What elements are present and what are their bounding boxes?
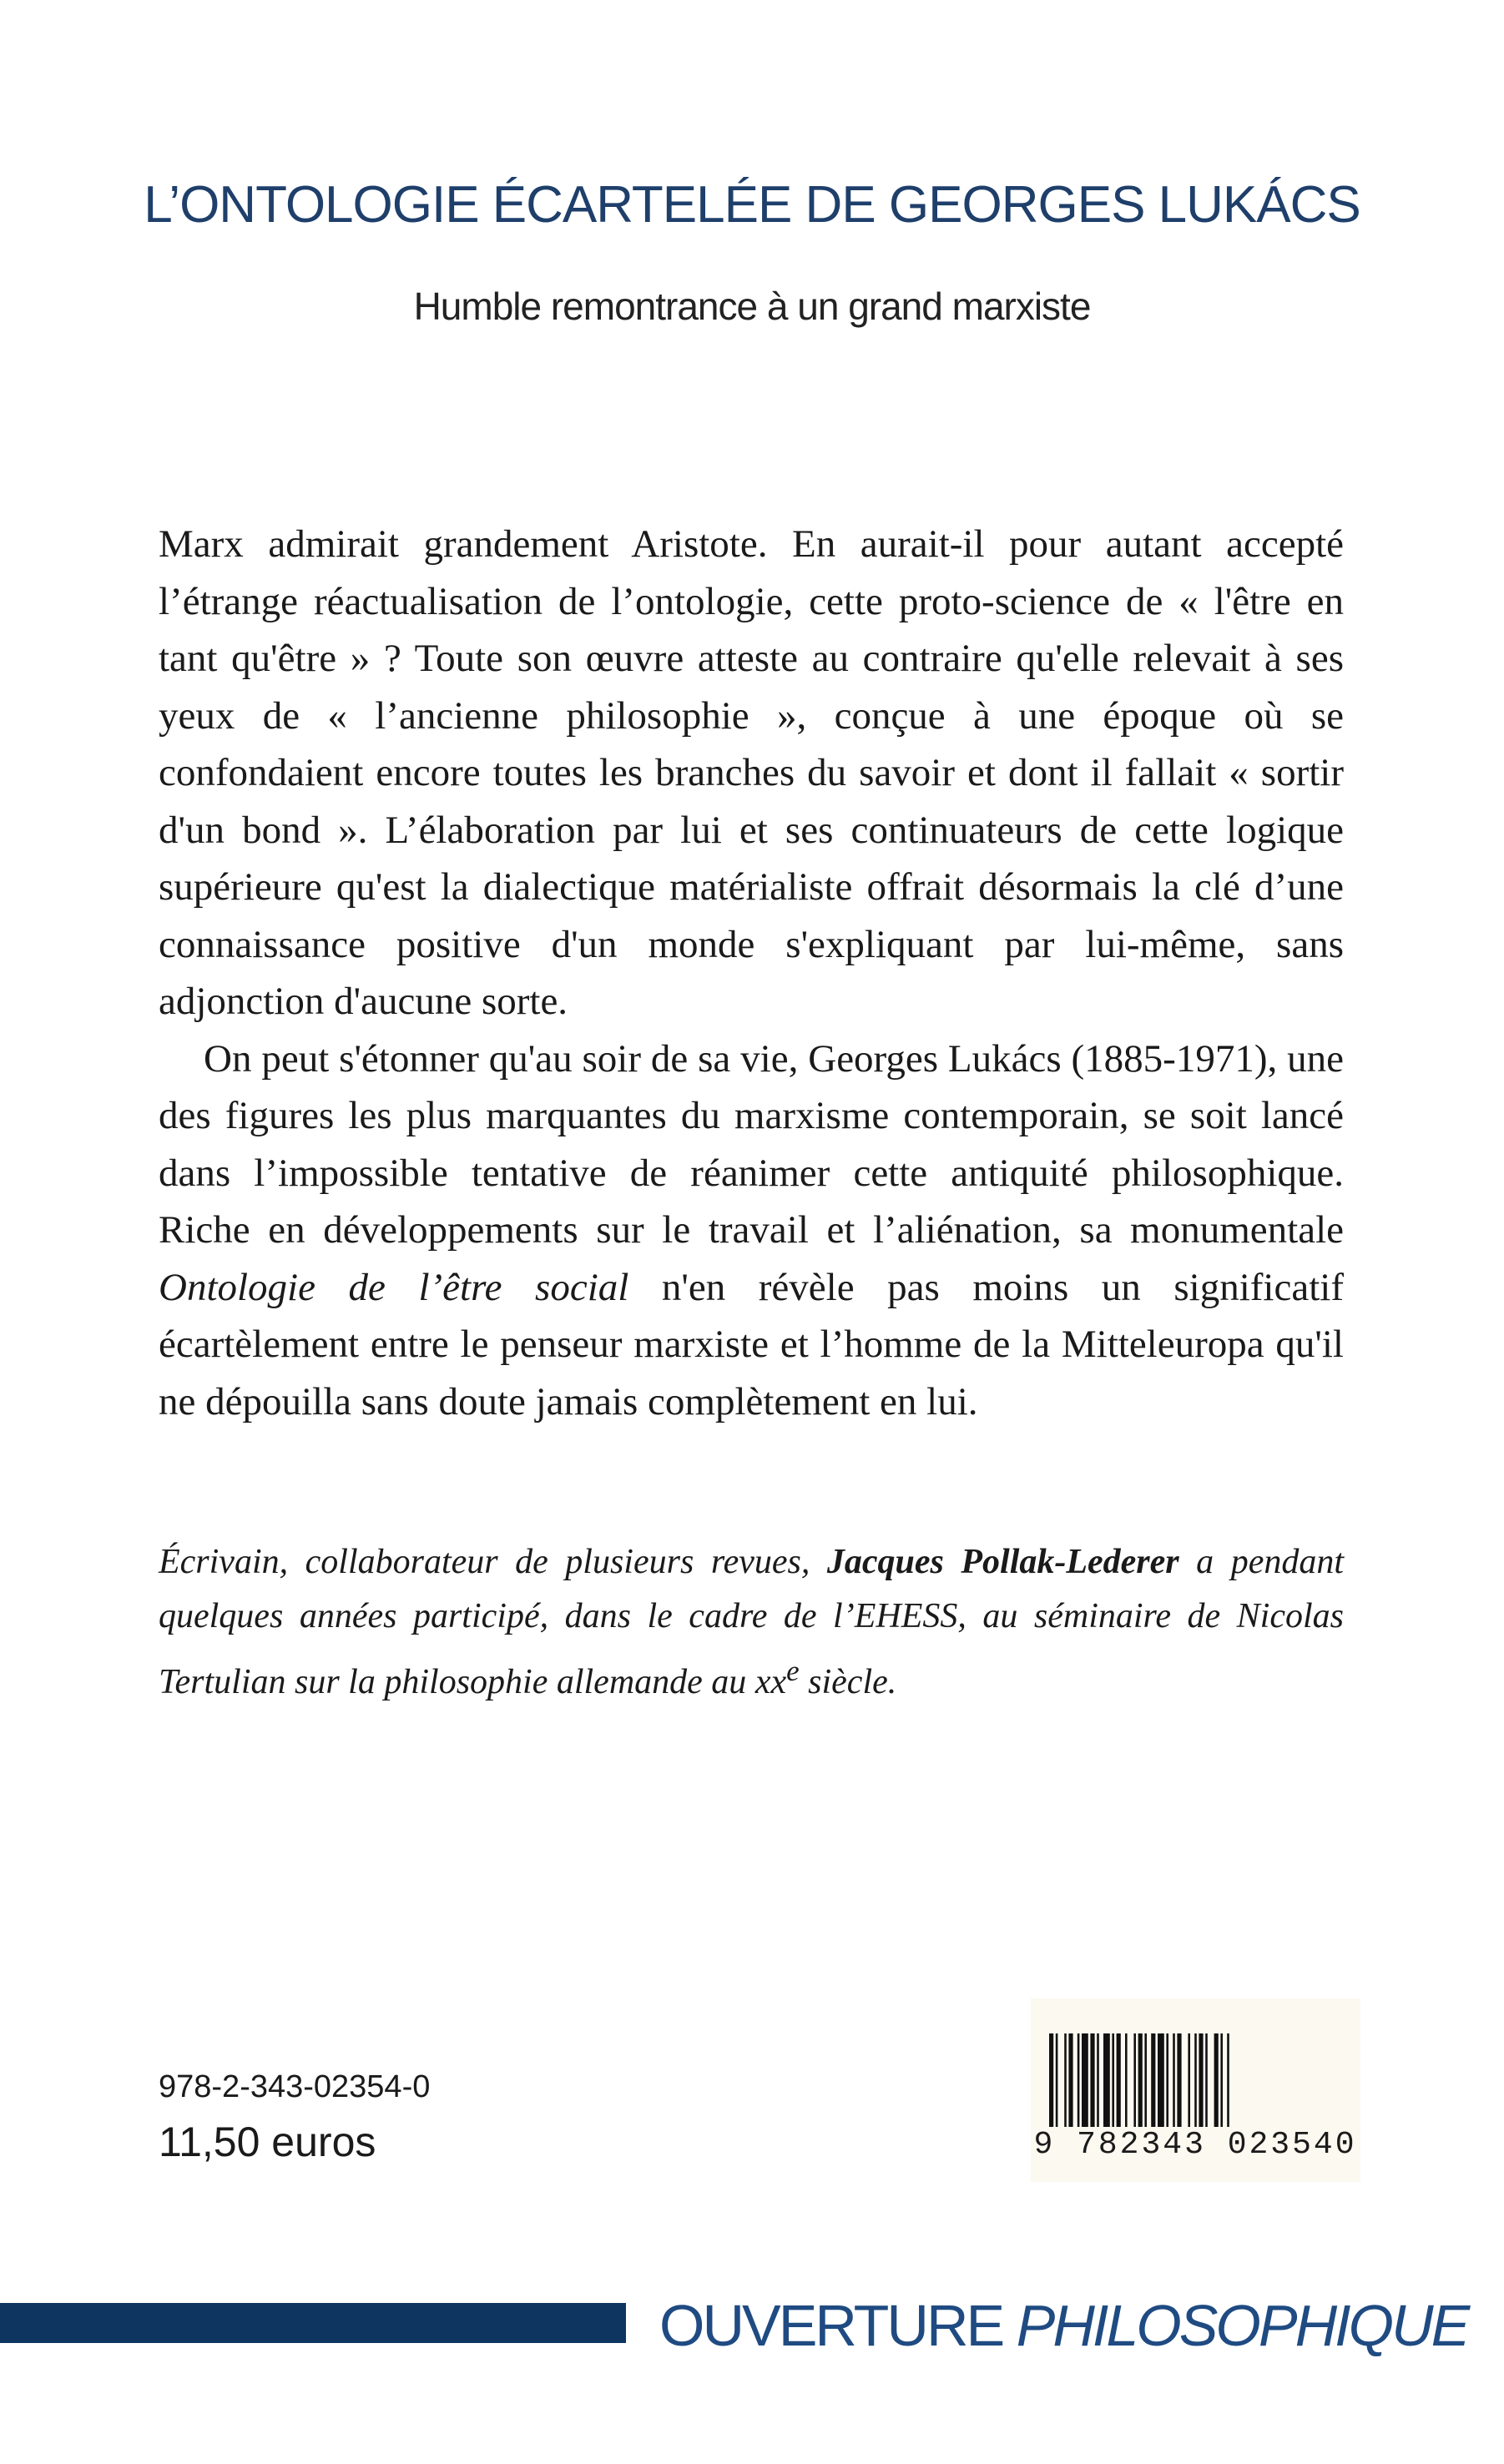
barcode-bar [1117, 2033, 1121, 2127]
barcode-bar [1068, 2033, 1072, 2127]
price: 11,50 euros [159, 2119, 376, 2165]
barcode-bar [1103, 2033, 1110, 2127]
barcode-bar [1227, 2033, 1229, 2127]
barcode-bar [1166, 2033, 1168, 2127]
barcode-bar [1064, 2033, 1067, 2127]
author-bio-middle: a pendant quelques années participé, dans le cadre de l’EHESS, au séminaire de Nicolas Tertulian sur la philosophie allemande au [159, 1543, 1344, 1701]
barcode-bar [1151, 2033, 1155, 2127]
author-bio [159, 1535, 1344, 1710]
barcode [1031, 1998, 1360, 2182]
barcode-bar [1205, 2033, 1208, 2127]
barcode-bar [1056, 2033, 1058, 2127]
author-bio-start: Écrivain, collaborateur de plusieurs revues, [159, 1543, 827, 1581]
blurb-paragraph-2-end: n'en révèle pas moins un significatif écartèlement entre le penseur marxiste et l’homme de la Mitteleuropa qu'il ne dépouilla sans doute jamais complètement en lui. [159, 1265, 1344, 1423]
barcode-bar [1173, 2033, 1175, 2127]
barcode-bar [1199, 2033, 1203, 2127]
book-title: L’ONTOLOGIE ÉCARTELÉE DE GEORGES LUKÁCS [144, 176, 1360, 234]
barcode-bar [1049, 2033, 1053, 2127]
barcode-bar [1078, 2033, 1080, 2127]
barcode-bar [1220, 2033, 1223, 2127]
blurb-paragraph-2-start: On peut s'étonner qu'au soir de sa vie, Georges Lukács (1885-1971), une des figures les plus marquantes du marxisme contemporain, se soit lancé dans l’impossible tentative de réanimer cette antiquité philosophique. Riche en développements sur le travail et l’aliénation, sa monumentale [159, 1036, 1344, 1252]
barcode-bar [1138, 2033, 1143, 2127]
isbn: 978-2-343-02354-0 [159, 2069, 431, 2104]
century-numeral: xx [755, 1663, 787, 1701]
blurb-paragraph-2 [159, 1030, 1344, 1431]
barcode-bar [1214, 2033, 1219, 2127]
barcode-bar [1097, 2033, 1099, 2127]
author-name: Jacques Pollak-Lederer [826, 1543, 1179, 1581]
barcode-bars [1049, 2033, 1345, 2127]
barcode-bar [1133, 2033, 1136, 2127]
series-bar [0, 2303, 626, 2343]
work-title: Ontologie de l’être social [159, 1265, 629, 1309]
series-name-part-1: OUVERTURE [659, 2293, 1017, 2358]
blurb [159, 516, 1344, 1430]
barcode-bar [1082, 2033, 1088, 2127]
barcode-bar [1177, 2033, 1181, 2127]
barcode-bar [1194, 2033, 1197, 2127]
barcode-bar [1112, 2033, 1114, 2127]
barcode-bar [1144, 2033, 1147, 2127]
century-suffix: e [786, 1655, 800, 1687]
book-subtitle: Humble remontrance à un grand marxiste [413, 285, 1091, 328]
series-name [659, 2292, 1467, 2359]
barcode-bar [1188, 2033, 1190, 2127]
blurb-paragraph-1: Marx admirait grandement Aristote. En aurait-il pour autant accepté l’étrange réactualisation de l’ontologie, cette proto-science de « l'être en tant qu'être » ? Toute son œuvre atteste au contraire qu'elle relevait à ses yeux de « l’ancienne philosophie », conçue à une époque où se confondaient encore toutes les branches du savoir et dont il fallait « sortir d'un bond ». L’élaboration par lui et ses continuateurs de cette logique supérieure qu'est la dialectique matérialiste offrait désormais la clé d’une connaissance positive d'un monde s'expliquant par lui-même, sans adjonction d'aucune sorte. [159, 522, 1344, 1023]
barcode-bar [1158, 2033, 1164, 2127]
barcode-digits: 9 782343 023540 [1033, 2127, 1357, 2163]
barcode-bar [1090, 2033, 1094, 2127]
author-bio-end: siècle. [799, 1663, 897, 1701]
series-name-part-2: PHILOSOPHIQUE [1016, 2293, 1468, 2358]
barcode-bar [1125, 2033, 1128, 2127]
